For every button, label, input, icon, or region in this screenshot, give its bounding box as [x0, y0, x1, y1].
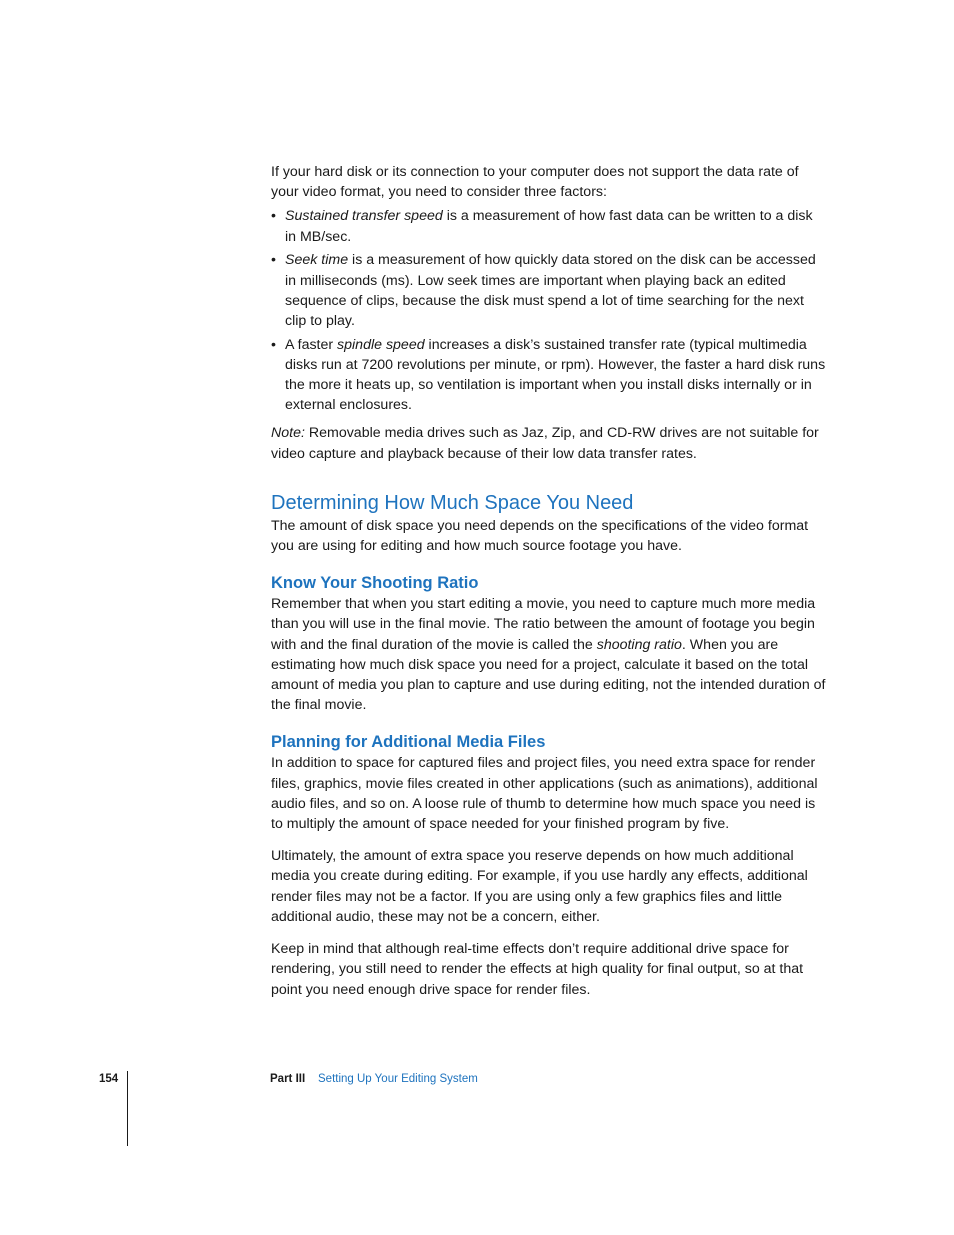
- media-files-paragraph: In addition to space for captured files and project files, you need extra space for render files, graphics, movie files created in other applications (such as animations), additional audio files, and so on. A loose rule of thumb to determine how much space you need is to multiply the amount of space needed for your finished program by five.: [271, 755, 818, 833]
- item-term: spindle speed: [337, 336, 425, 353]
- section-heading: Determining How Much Space You Need: [271, 491, 634, 514]
- body-term: shooting ratio: [596, 636, 682, 653]
- footer-divider: [127, 1071, 128, 1146]
- item-prefix: A faster: [285, 336, 338, 353]
- list-item: [271, 206, 827, 246]
- item-text: is a measurement of how fast data can be written to a disk in MB/sec.: [285, 208, 813, 245]
- media-files-paragraph: Ultimately, the amount of extra space you reserve depends on how much additional media you create during editing. For example, if you use hardly any effects, additional render files may not be a factor. If you are using only a few graphics files and little additional audio, these may not be a concern, either.: [271, 848, 808, 925]
- bullet-marker: •: [271, 208, 276, 225]
- subsection-heading-media-files: Planning for Additional Media Files: [271, 733, 546, 752]
- shooting-ratio-body: [271, 594, 827, 715]
- intro-paragraph: If your hard disk or its connection to your computer does not support the data rate of your video format, you need to consider three factors:: [271, 164, 799, 201]
- item-term: Seek time: [285, 252, 349, 269]
- list-item: [271, 250, 827, 331]
- bullet-marker: •: [271, 336, 276, 353]
- bullet-marker: •: [271, 252, 276, 269]
- list-item: [271, 335, 827, 416]
- section-body: The amount of disk space you need depends on the specifications of the video format you are using for editing and how much source footage you have.: [271, 517, 809, 555]
- note-label: Note:: [271, 425, 305, 442]
- note-paragraph: [271, 423, 827, 463]
- page-content: [271, 162, 827, 1000]
- subsection-heading-shooting-ratio: Know Your Shooting Ratio: [271, 574, 479, 593]
- factor-list: [271, 206, 827, 415]
- body-text: Remember that when you start editing a movie, you need to capture much more media than you will use in the final movie. The ratio between the amount of footage you begin with and the final duration of the movie is called the: [271, 596, 816, 653]
- media-files-paragraph: Keep in mind that although real-time effects don’t require additional drive space for rendering, you still need to render the effects at high quality for final output, so at that point you need enough drive space for render files.: [271, 941, 804, 998]
- item-text: is a measurement of how quickly data stored on the disk can be accessed in milliseconds (ms). Low seek times are important when playing back an edited sequence of clips, because the disk must spend a lot of time searching for the next clip to play.: [285, 252, 816, 329]
- footer-part-label: Part III: [270, 1073, 306, 1085]
- footer-part-title: Setting Up Your Editing System: [318, 1073, 478, 1085]
- body-text: . When you are estimating how much disk space you need for a project, calculate it based on the total amount of media you plan to capture and use during editing, not the intended duration of the final movie.: [271, 636, 826, 714]
- note-text: Removable media drives such as Jaz, Zip, and CD-RW drives are not suitable for video capture and playback because of their low data transfer rates.: [271, 425, 819, 462]
- item-term: Sustained transfer speed: [285, 208, 443, 225]
- item-text: increases a disk’s sustained transfer rate (typical multimedia disks run at 7200 revolutions per minute, or rpm). However, the faster a hard disk runs the more it heats up, so ventilation is important when you install disks internally or in external enclosures.: [285, 336, 826, 414]
- page-number: 154: [99, 1073, 119, 1085]
